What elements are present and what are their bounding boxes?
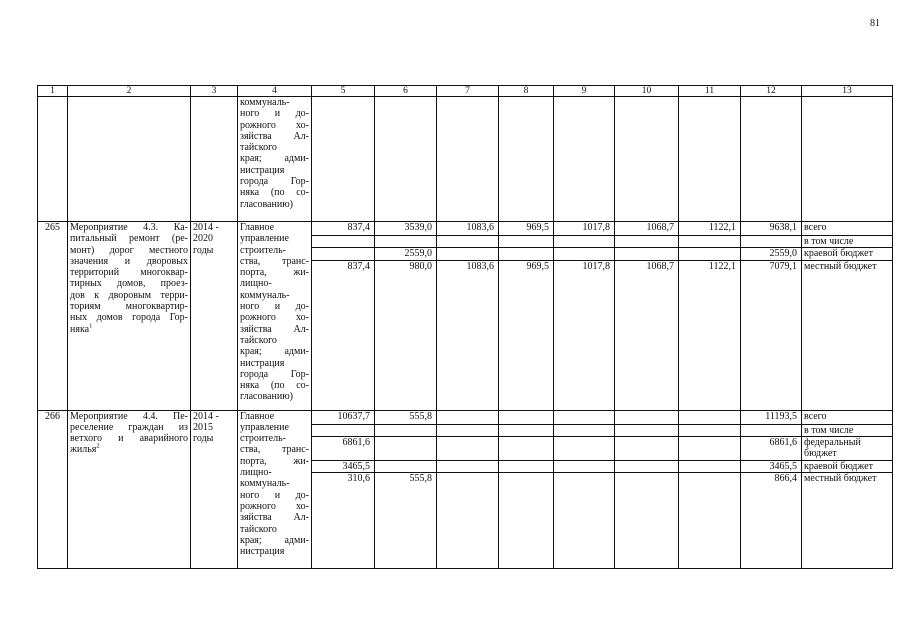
value-cell [437, 236, 499, 248]
value-cell: 6861,6 [312, 436, 375, 460]
value-cell [615, 436, 679, 460]
funding-source: местный бюджет [802, 473, 893, 569]
column-header: 6 [375, 86, 437, 97]
column-header: 2 [68, 86, 191, 97]
value-cell [554, 236, 615, 248]
cell-title [68, 97, 191, 222]
cell-executor: коммуналь- ного и до- рожного хо- зяйства Ал- тайского края; адми- нистрация города Гор- няка (по со- гласованию) [238, 97, 312, 222]
page-number: 81 [870, 18, 880, 29]
column-header: 9 [554, 86, 615, 97]
value-cell [375, 460, 437, 472]
value-cell [312, 424, 375, 436]
column-header: 7 [437, 86, 499, 97]
value-cell: 866,4 [741, 473, 802, 569]
table-row [38, 410, 893, 424]
value-cell [554, 424, 615, 436]
value-cell [679, 248, 741, 260]
value-cell: 1083,6 [437, 222, 499, 236]
value-cell: 3465,5 [312, 460, 375, 472]
row-number: 266 [38, 410, 68, 569]
value-cell: 969,5 [499, 222, 554, 236]
measure-title: Мероприятие 4.4. Пе- реселение граждан из ветхого и аварийного жилья$^2$ [68, 410, 191, 569]
continuation-row [38, 97, 893, 222]
value-cell [375, 436, 437, 460]
value-cell [615, 460, 679, 472]
value-cell: 3539,0 [375, 222, 437, 236]
header-row [38, 86, 893, 97]
value-cell: 1083,6 [437, 260, 499, 410]
column-header: 13 [802, 86, 893, 97]
cell-num [38, 97, 68, 222]
value-cell [437, 424, 499, 436]
value-cell [499, 424, 554, 436]
value-cell [312, 236, 375, 248]
value-cell [554, 460, 615, 472]
value-cell: 1122,1 [679, 222, 741, 236]
value-cell: 310,6 [312, 473, 375, 569]
value-cell [615, 236, 679, 248]
funding-source: краевой бюджет [802, 248, 893, 260]
value-cell [554, 410, 615, 424]
value-cell [437, 248, 499, 260]
value-cell [679, 424, 741, 436]
value-cell: 6861,6 [741, 436, 802, 460]
value-cell: 2559,0 [375, 248, 437, 260]
value-cell: 837,4 [312, 222, 375, 236]
value-cell: 1068,7 [615, 260, 679, 410]
table-row [38, 222, 893, 236]
value-cell [499, 248, 554, 260]
value-cell [615, 424, 679, 436]
value-cell [554, 248, 615, 260]
value-cell [437, 473, 499, 569]
footnote-mark: 2 [96, 443, 100, 451]
funding-source: местный бюджет [802, 260, 893, 410]
funding-source: всего [802, 222, 893, 236]
value-cell [499, 436, 554, 460]
value-cell [375, 236, 437, 248]
value-cell [554, 473, 615, 569]
value-cell: 555,8 [375, 473, 437, 569]
value-cell [499, 473, 554, 569]
period: 2014 - 2015 годы [191, 410, 238, 569]
value-cell: 3465,5 [741, 460, 802, 472]
value-cell [437, 460, 499, 472]
value-cell [679, 436, 741, 460]
value-cell [679, 236, 741, 248]
value-cell: 969,5 [499, 260, 554, 410]
value-cell [615, 410, 679, 424]
value-cell: 980,0 [375, 260, 437, 410]
value-cell [499, 410, 554, 424]
value-cell [499, 236, 554, 248]
value-cell: 2559,0 [741, 248, 802, 260]
row-number: 265 [38, 222, 68, 411]
column-header: 10 [615, 86, 679, 97]
value-cell: 1122,1 [679, 260, 741, 410]
value-cell: 837,4 [312, 260, 375, 410]
column-header: 4 [238, 86, 312, 97]
value-cell: 10637,7 [312, 410, 375, 424]
period: 2014 - 2020 годы [191, 222, 238, 411]
value-cell [499, 460, 554, 472]
value-cell [679, 410, 741, 424]
value-cell: 1068,7 [615, 222, 679, 236]
funding-source: федеральный бюджет [802, 436, 893, 460]
funding-source: в том числе [802, 424, 893, 436]
value-cell [741, 424, 802, 436]
value-cell [741, 236, 802, 248]
value-cell [437, 436, 499, 460]
executor: Главное управление строитель- ства, транс- порта, жи- лищно- коммуналь- ного и до- рожного хо- зяйства Ал- тайского края; адми- нистрация [238, 410, 312, 569]
column-header: 1 [38, 86, 68, 97]
value-cell [679, 460, 741, 472]
budget-table [37, 85, 893, 569]
value-cell [554, 436, 615, 460]
value-cell [437, 410, 499, 424]
funding-source: всего [802, 410, 893, 424]
column-header: 3 [191, 86, 238, 97]
funding-source: в том числе [802, 236, 893, 248]
value-cell: 7079,1 [741, 260, 802, 410]
value-cell: 1017,8 [554, 222, 615, 236]
value-cell [615, 473, 679, 569]
column-header: 8 [499, 86, 554, 97]
column-header: 12 [741, 86, 802, 97]
value-cell [615, 248, 679, 260]
value-cell: 555,8 [375, 410, 437, 424]
value-cell [312, 248, 375, 260]
column-header: 11 [679, 86, 741, 97]
cell-period [191, 97, 238, 222]
value-cell: 9638,1 [741, 222, 802, 236]
value-cell [679, 473, 741, 569]
value-cell: 11193,5 [741, 410, 802, 424]
column-header: 5 [312, 86, 375, 97]
footnote-mark: 1 [89, 322, 93, 330]
measure-title: Мероприятие 4.3. Ка- питальный ремонт (ре- монт) дорог местного значения и дворовых территорий многоквар- тирных домов, проез- дов к дворовым терри- ториям многоквартир- ных домов города Гор- няка$^1$ [68, 222, 191, 411]
executor: Главное управление строитель- ства, транс- порта, жи- лищно- коммуналь- ного и до- рожного хо- зяйства Ал- тайского края; адми- нистрация города Гор- няка (по со- гласованию) [238, 222, 312, 411]
value-cell: 1017,8 [554, 260, 615, 410]
value-cell [375, 424, 437, 436]
funding-source: краевой бюджет [802, 460, 893, 472]
